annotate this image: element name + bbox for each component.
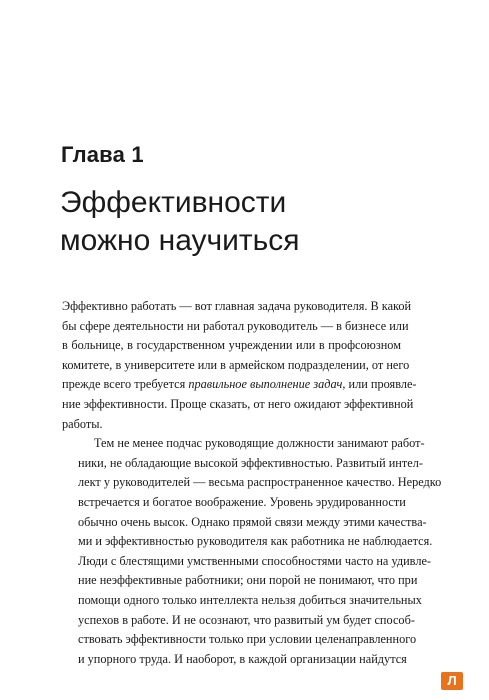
text-span: , или проявле-: [342, 377, 417, 392]
text-line: комитете, в университете или в армейском подразделении, от него: [62, 357, 410, 372]
italic-emphasis: правильное выполнение задач: [188, 377, 343, 392]
chapter-title: [60, 184, 440, 260]
text-line: обычно очень высок. Однако прямой связи между этими качества-: [78, 514, 427, 529]
text-line: ние неэффективные работники; они порой не понимают, что при: [78, 573, 418, 588]
text-line: в больнице, в государственном учреждении или в профсоюзном: [62, 338, 401, 353]
text-line: бы сфере деятельности ни работал руководитель — в бизнесе или: [62, 318, 409, 333]
publisher-logo-letter: Л: [447, 673, 457, 688]
text-line: встречается и богатое воображение. Уровень эрудированности: [78, 494, 406, 509]
text-line: ники, не обладающие высокой эффективностью. Развитый интел-: [78, 455, 423, 470]
text-span: прежде всего требуется: [62, 377, 189, 392]
text-line: лект у руководителей — весьма распространенное качество. Нередко: [78, 475, 442, 490]
text-line: помощи одного только интеллекта нельзя добиться значительных: [78, 592, 422, 607]
body-text: [62, 297, 442, 669]
text-line: и упорного труда. И наоборот, в каждой организации найдутся: [78, 651, 407, 666]
chapter-title-line-1: Эффективности: [60, 186, 287, 219]
text-line: ми и эффективностью руководителя как работника не наблюдается.: [78, 534, 433, 549]
paragraph-1: [62, 297, 417, 434]
chapter-label: Глава 1: [61, 142, 144, 167]
text-line: ствовать эффективности только при условии целенаправленного: [78, 632, 417, 647]
text-line: Эффективно работать — вот главная задача руководителя. В какой: [62, 299, 412, 313]
text-line: ние эффективности. Проще сказать, от него ожидают эффективной: [62, 396, 414, 411]
chapter-title-line-2: можно научиться: [60, 224, 300, 257]
text-line: [62, 375, 417, 395]
paragraph-2: [62, 434, 442, 669]
text-line: успехов в работе. И не осознают, что развитый ум будет способ-: [78, 612, 415, 627]
text-line: Тем не менее подчас руководящие должности занимают работ-: [94, 436, 425, 451]
text-line: работы.: [62, 416, 103, 431]
publisher-logo-icon: [441, 672, 463, 690]
text-line: Люди с блестящими умственными способностями часто на удивле-: [78, 553, 432, 568]
